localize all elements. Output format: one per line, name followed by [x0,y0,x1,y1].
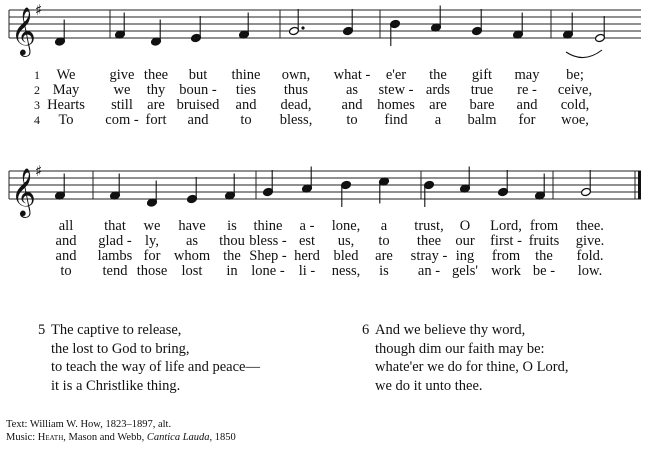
lyric-syllable: and [55,233,77,249]
lyric-syllable: those [136,263,168,279]
lyric-syllable: and [235,97,257,113]
lyric-syllable: bruised [176,97,220,113]
lyric-syllable: all [58,218,74,234]
music-credit-prefix: Music: [6,432,38,443]
stanza-line: The captive to release, [51,322,182,338]
lyric-syllable: bare [469,97,495,113]
stanza-line: though dim our faith may be: [375,340,545,357]
lyric-syllable: we [143,218,161,234]
lyric-syllable: li - [298,263,316,279]
final-barline-thick [638,171,641,199]
lyric-syllable: and [187,112,209,128]
lyric-syllable: what - [333,67,371,83]
lyric-syllable: lone - [251,263,285,279]
lyric-syllable: We [56,67,76,83]
lyric-syllable: bless - [249,233,287,249]
lyric-syllable: us, [337,233,355,249]
lyric-syllable: gift [471,67,493,83]
verse-number: 3 [34,98,40,112]
lyric-syllable: and [341,97,363,113]
lyric-syllable: thee [143,67,169,83]
lyric-syllable: to [378,233,390,249]
lyric-syllable: to [346,112,358,128]
lyric-syllable: ing [455,248,475,264]
lyric-syllable: own, [281,67,311,83]
lyric-syllable: is [379,263,389,279]
stanza-line: And we believe thy word, [375,322,526,338]
lyric-syllable: glad - [98,233,132,249]
stanza-line: it is a Christlike thing. [51,377,181,394]
lyric-syllable: ards [425,82,451,98]
lyric-syllable: a [380,218,388,234]
verse-number: 1 [34,68,40,82]
lyric-syllable: fruits [528,233,560,249]
lyric-syllable: Hearts [47,97,85,113]
lyric-syllable: in [226,263,238,279]
lyric-syllable: est [298,233,316,249]
sharp-key-signature-icon: ♯ [35,1,43,19]
verse-number: 2 [34,83,40,97]
stanza-number: 5 [38,322,46,338]
tune-name: Heath [37,432,64,443]
lyric-syllable: thine [253,218,283,234]
lyric-syllable: and [55,248,77,264]
lyric-syllable: e'er [385,67,407,83]
sharp-key-signature-icon: ♯ [35,162,43,180]
lyric-syllable: as [345,82,359,98]
lyric-syllable: ties [235,82,257,98]
lyric-syllable: lone, [331,218,361,234]
lyric-syllable: still [111,97,133,113]
stanza-line: we do it unto thee. [375,377,483,394]
treble-clef-icon: 𝄞 [11,6,36,55]
collection-title: Cantica Lauda [146,432,210,443]
lyric-syllable: are [375,248,393,264]
lyric-syllable: is [227,218,237,234]
lyric-syllable: thee [416,233,442,249]
lyric-syllable: gels' [452,263,478,279]
lyric-syllable: an - [417,263,441,279]
text-credit: Text: William W. How, 1823–1897, alt. [6,419,172,430]
verse-number: 4 [34,113,40,127]
lyric-syllable: the [535,248,553,264]
lyric-syllable: re - [517,82,537,98]
lyric-syllable: a - [299,218,315,234]
lyric-syllable: To [58,112,74,128]
lyric-syllable: whom [173,248,211,264]
lyric-syllable: stray - [410,248,448,264]
lyric-syllable: have [178,218,206,234]
lyric-syllable: find [384,112,408,128]
lyric-syllable: dead, [280,97,312,113]
stanza-line: the lost to God to bring, [51,340,190,357]
lyric-syllable: to [60,263,72,279]
lyric-syllable: we [113,82,131,98]
lyrics-system-1 [34,67,592,128]
lyric-syllable: bled [333,248,359,264]
hymn-credits [6,418,236,444]
lyric-syllable: work [491,263,521,279]
lyric-syllable: trust, [414,218,444,234]
lyric-syllable: bless, [279,112,313,128]
lyric-syllable: give [109,67,135,83]
lyric-syllable: that [104,218,126,234]
stanza-line: whate'er we do for thine, O Lord, [375,359,569,375]
lyric-syllable: lambs [97,248,133,264]
lyric-syllable: are [429,97,447,113]
augmentation-dot [301,26,304,29]
lyric-syllable: fort [145,112,167,128]
lyric-syllable: as [185,233,199,249]
lyrics-system-2 [56,218,605,279]
lyric-syllable: boun - [179,82,217,98]
lyric-syllable: lost [181,263,203,279]
lyric-syllable: thine [231,67,261,83]
lyric-syllable: Lord, [490,218,522,234]
lyric-syllable: for [518,112,536,128]
lyric-syllable: ness, [331,263,361,279]
additional-stanzas [0,321,650,401]
lyric-syllable: low. [577,263,603,279]
lyric-syllable: our [455,233,475,249]
lyric-syllable: may [514,67,540,83]
lyric-syllable: to [240,112,252,128]
stanza-number: 6 [362,322,370,338]
lyric-syllable: the [429,67,447,83]
lyric-syllable: herd [294,248,320,264]
lyric-syllable: Shep - [249,248,287,264]
treble-clef-icon: 𝄞 [11,167,36,216]
lyric-syllable: homes [377,97,415,113]
lyric-syllable: from [529,218,559,234]
music-credit-year: , 1850 [209,432,236,443]
lyric-syllable: thou [219,233,245,249]
lyric-syllable: true [470,82,494,98]
lyric-syllable: cold, [560,97,590,113]
lyric-syllable: the [223,248,241,264]
lyric-syllable: be - [532,263,556,279]
lyric-syllable: May [52,82,80,98]
lyric-syllable: thy [146,82,166,98]
lyric-syllable: a [434,112,442,128]
lyric-syllable: but [188,67,208,83]
lyric-syllable: give. [575,233,605,249]
lyric-syllable: O [459,218,471,234]
lyric-syllable: and [516,97,538,113]
lyric-syllable: balm [467,112,497,128]
music-credit-composers: , Mason and Webb, [63,432,147,443]
lyric-syllable: ceive, [557,82,593,98]
lyric-syllable: for [143,248,161,264]
staff-system-1 [9,1,641,58]
lyric-syllable: com - [105,112,139,128]
lyric-syllable: ly, [145,233,159,249]
music-credit [6,431,236,444]
staff-system-2 [9,162,641,218]
slur [566,50,602,58]
lyric-syllable: first - [490,233,522,249]
lyric-syllable: are [147,97,165,113]
lyric-syllable: fold. [576,248,604,264]
lyric-syllable: woe, [561,112,589,128]
lyric-syllable: be; [566,67,584,83]
stanza-line: to teach the way of life and peace— [51,359,260,375]
lyric-syllable: thee. [576,218,604,234]
lyric-syllable: stew - [378,82,414,98]
lyric-syllable: thus [283,82,309,98]
lyric-syllable: tend [102,263,128,279]
lyric-syllable: from [491,248,521,264]
